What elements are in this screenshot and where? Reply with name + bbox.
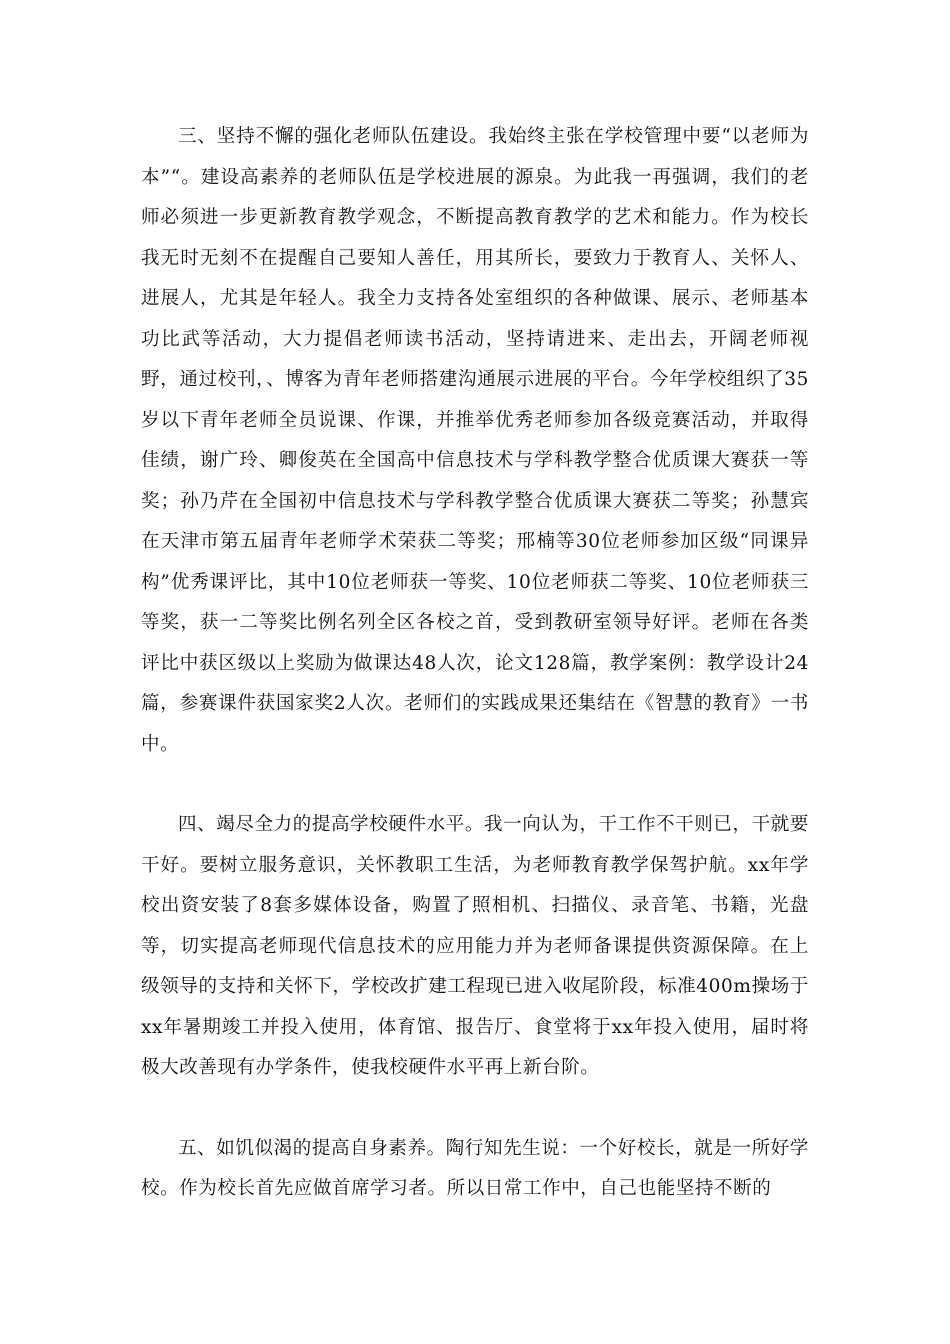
paragraph-teacher-team: 三、坚持不懈的强化老师队伍建设。我始终主张在学校管理中要“以老师为本”“。建设高素养的老师队伍是学校进展的源泉。为此我一再强调，我们的老师必须进一步更新教育教学观念，不断提高教育教学的艺术和能力。作为校长我无时无刻不在提醒自己要知人善任，用其所长，要致力于教育人、关怀人、进展人，尤其是年轻人。我全力支持各处室组织的各种做课、展示、老师基本功比武等活动，大力提倡老师读书活动，坚持请进来、走出去，开阔老师视野，通过校刊，、博客为青年老师搭建沟通展示进展的平台。今年学校组织了35岁以下青年老师全员说课、作课，并推举优秀老师参加各级竞赛活动，并取得佳绩，谢广玲、卿俊英在全国高中信息技术与学科教学整合优质课大赛获一等奖；孙乃芹在全国初中信息技术与学科教学整合优质课大赛获二等奖；孙慧宾在天津市第五届青年老师学术荣获二等奖；邢楠等30位老师参加区级“同课异构”优秀课评比，其中10位老师获一等奖、10位老师获二等奖、10位老师获三等奖，获一二等奖比例名列全区各校之首，受到教研室领导好评。老师在各类评比中获区级以上奖励为做课达48人次，论文128篇，教学案例：教学设计24篇，参赛课件获国家奖2人次。老师们的实践成果还集结在《智慧的教育》一书中。: [141, 126, 809, 755]
document-body: [141, 117, 809, 1210]
paragraph-spacer: [141, 1089, 809, 1129]
paragraph-school-hardware: 四、竭尽全力的提高学校硬件水平。我一向认为，干工作不干则已，干就要干好。要树立服务意识，关怀教职工生活，为老师教育教学保驾护航。xx年学校出资安装了8套多媒体设备，购置了照相机、扫描仪、录音笔、书籍，光盘等，切实提高老师现代信息技术的应用能力并为老师备课提供资源保障。在上级领导的支持和关怀下，学校改扩建工程现已进入收尾阶段，标准400m操场于xx年暑期竣工并投入使用，体育馆、报告厅、食堂将于xx年投入使用，届时将极大改善现有办学条件，使我校硬件水平再上新台阶。: [141, 814, 809, 1078]
paragraph-self-improvement: 五、如饥似渴的提高自身素养。陶行知先生说：一个好校长，就是一所好学校。作为校长首先应做首席学习者。所以日常工作中，自己也能坚持不断的: [141, 1137, 809, 1199]
paragraph-spacer: [141, 765, 809, 805]
